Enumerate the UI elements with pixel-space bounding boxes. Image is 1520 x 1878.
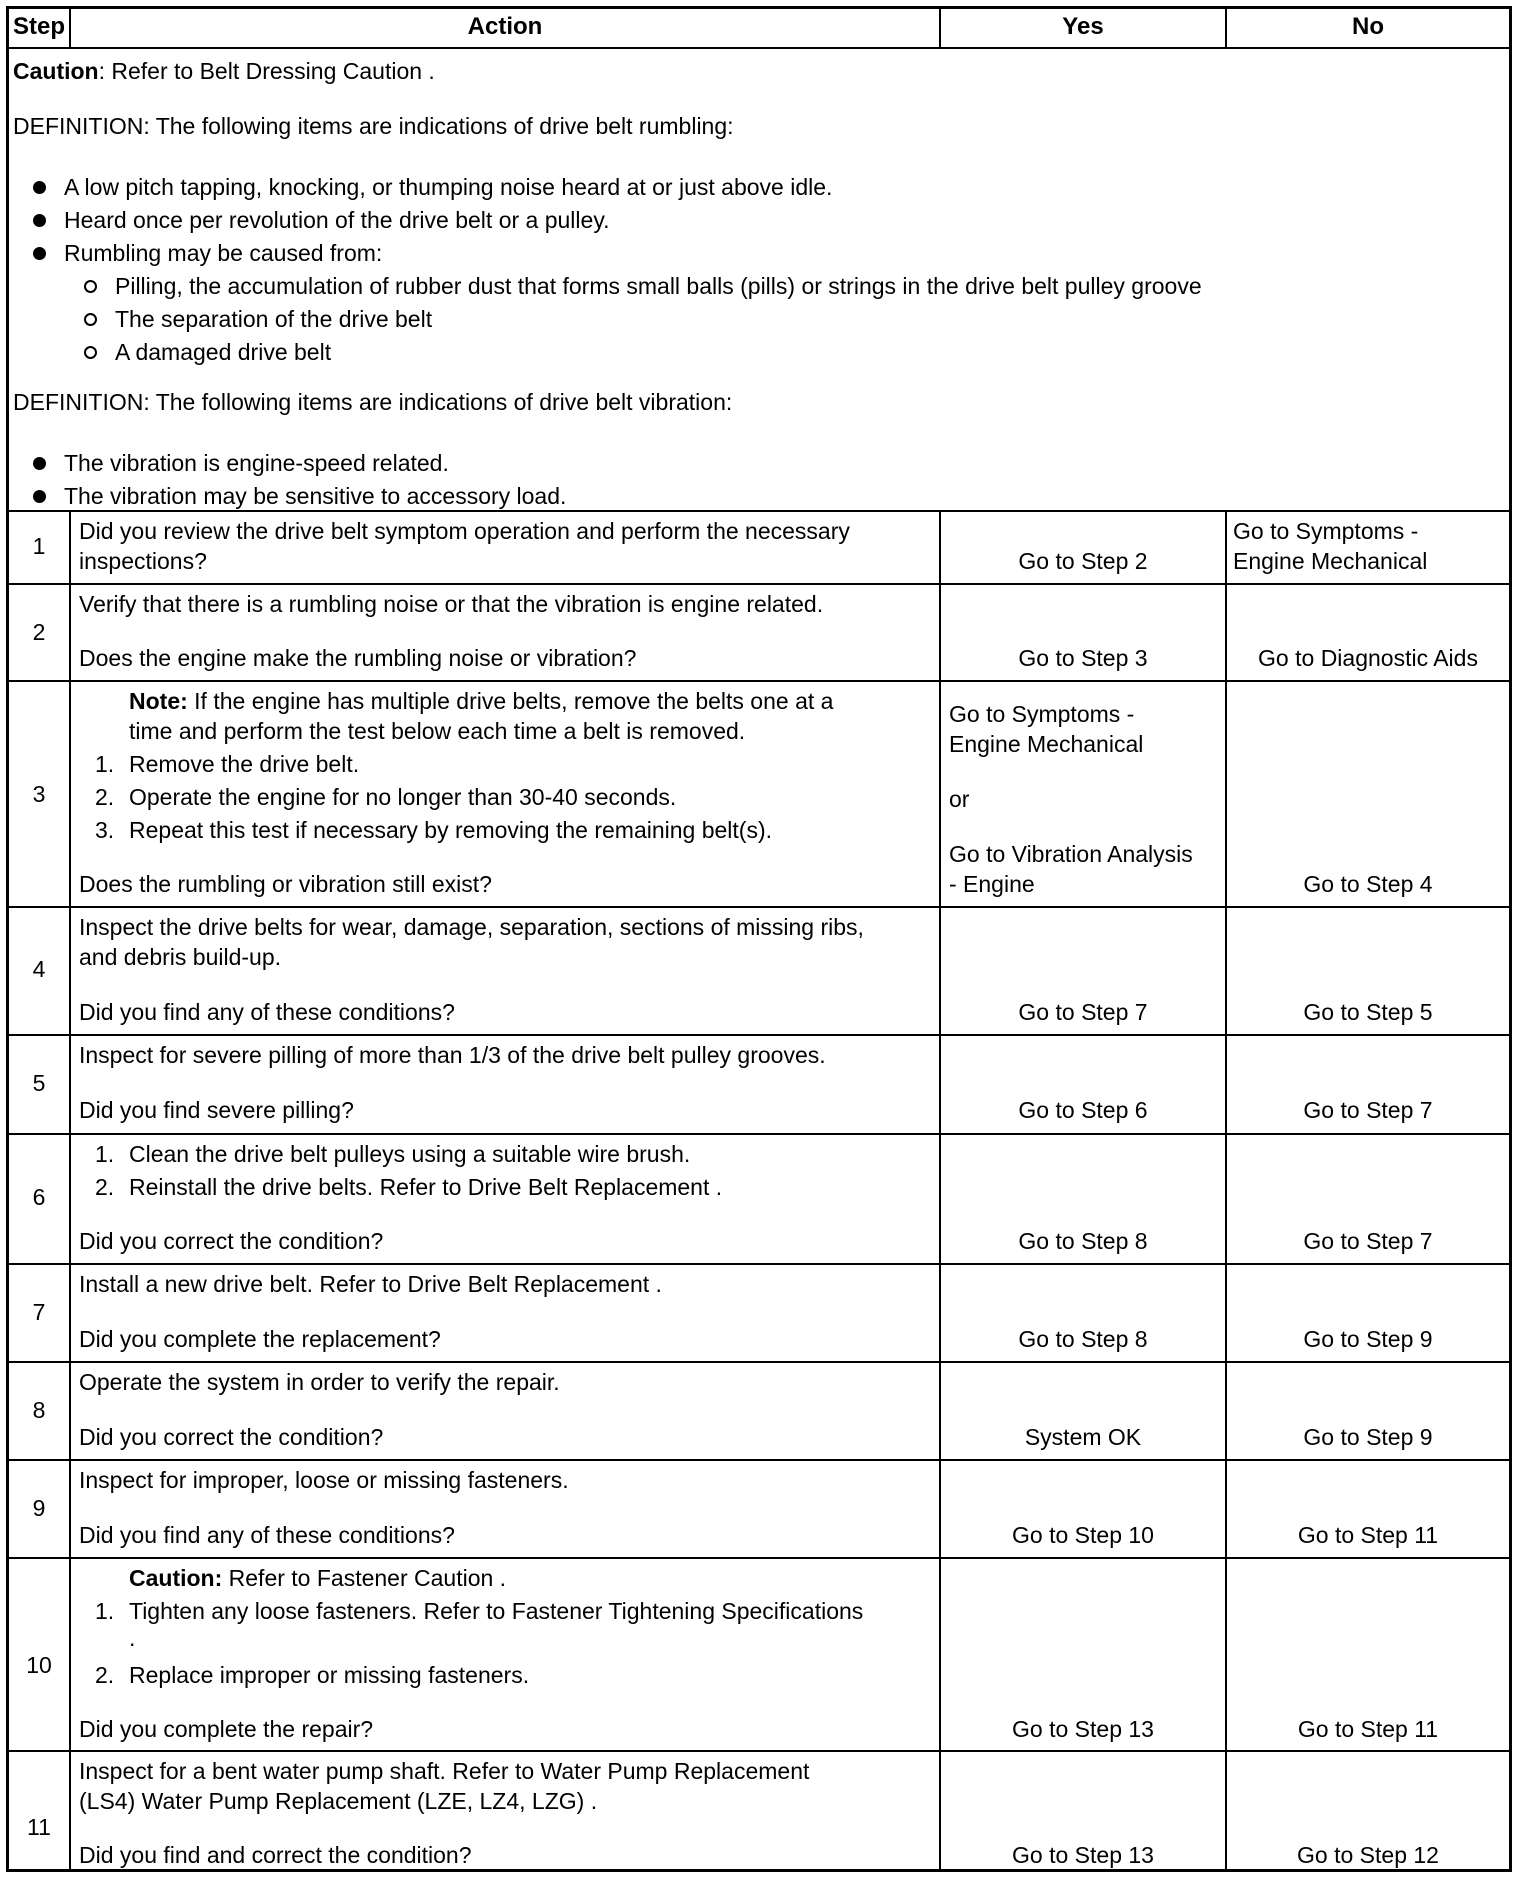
no-result: Go to Step 7 (1303, 1097, 1433, 1123)
bullet-icon (33, 490, 46, 503)
diagnostic-table (6, 6, 1512, 1872)
rumbling-sub-item: The separation of the drive belt (115, 306, 433, 332)
rumbling-sub-item: Pilling, the accumulation of rubber dust that forms small balls (pills) or strings in the drive belt pulley groove (115, 273, 1202, 299)
caution-label: Caution: (129, 1565, 223, 1591)
header-action: Action (467, 13, 543, 40)
step-number: 9 (32, 1495, 46, 1521)
definition-rumbling: DEFINITION: The following items are indications of drive belt rumbling: (13, 113, 734, 139)
note-line (129, 686, 833, 716)
list-item: Tighten any loose fasteners. Refer to Fastener Tightening Specifications (129, 1598, 864, 1624)
step-action: Inspect for severe pilling of more than 1/3 of the drive belt pulley grooves. (79, 1042, 826, 1068)
list-item: Remove the drive belt. (129, 751, 360, 777)
step-number: 7 (32, 1299, 46, 1325)
header-yes: Yes (1062, 13, 1104, 40)
bullet-icon (33, 214, 46, 227)
vibration-bullet: The vibration is engine-speed related. (64, 450, 449, 476)
caution-text: Refer to Fastener Caution . (228, 1565, 507, 1591)
list-number: 2. (95, 784, 115, 810)
caution-label: Caution (13, 58, 99, 84)
rumbling-sub-item: A damaged drive belt (115, 339, 332, 365)
step-question: Does the rumbling or vibration still exist? (79, 871, 492, 897)
rumbling-bullet: A low pitch tapping, knocking, or thumping noise heard at or just above idle. (64, 174, 833, 200)
step-question: Did you complete the replacement? (79, 1326, 441, 1352)
sub-bullet-icon (84, 313, 97, 326)
header-step: Step (12, 13, 65, 40)
step-action: inspections? (79, 548, 207, 574)
no-result: Go to Step 7 (1303, 1228, 1433, 1254)
step-action: (LS4) Water Pump Replacement (LZE, LZ4, LZG) . (79, 1788, 598, 1814)
row-divider (9, 1750, 1509, 1752)
note-text: time and perform the test below each time a belt is removed. (129, 718, 746, 744)
bullet-icon (33, 457, 46, 470)
yes-result: Go to Step 13 (1012, 1716, 1154, 1742)
list-item: Reinstall the drive belts. Refer to Drive Belt Replacement . (129, 1174, 723, 1200)
definition-vibration: DEFINITION: The following items are indications of drive belt vibration: (13, 389, 733, 415)
yes-result: Go to Step 2 (1018, 548, 1148, 574)
list-number: 3. (95, 817, 115, 843)
no-result: Go to Diagnostic Aids (1258, 645, 1478, 671)
step-number: 8 (32, 1397, 46, 1423)
rumbling-bullet: Rumbling may be caused from: (64, 240, 383, 266)
no-result: Go to Symptoms - (1233, 518, 1419, 544)
list-number: 2. (95, 1662, 115, 1688)
step-action: Install a new drive belt. Refer to Drive Belt Replacement . (79, 1271, 662, 1297)
row-divider (9, 680, 1509, 682)
yes-result: or (949, 786, 970, 812)
step-question: Does the engine make the rumbling noise or vibration? (79, 645, 637, 671)
note-label: Note: (129, 688, 188, 714)
bullet-icon (33, 181, 46, 194)
step-number: 2 (32, 619, 46, 645)
yes-result: Go to Step 6 (1018, 1097, 1148, 1123)
note-text: If the engine has multiple drive belts, remove the belts one at a (194, 688, 834, 714)
no-result: Go to Step 11 (1297, 1716, 1439, 1742)
step-action: Verify that there is a rumbling noise or that the vibration is engine related. (79, 591, 824, 617)
row-divider (9, 1557, 1509, 1559)
step-question: Did you find any of these conditions? (79, 1522, 455, 1548)
row-divider (9, 583, 1509, 585)
no-result: Go to Step 12 (1297, 1842, 1439, 1868)
caution-text: : Refer to Belt Dressing Caution . (98, 58, 435, 84)
row-divider (9, 1263, 1509, 1265)
no-result: Go to Step 9 (1303, 1424, 1433, 1450)
yes-result: System OK (1024, 1424, 1142, 1450)
row-divider (9, 1361, 1509, 1363)
column-divider (939, 510, 941, 1872)
step-question: Did you correct the condition? (79, 1424, 384, 1450)
no-result: Go to Step 9 (1303, 1326, 1433, 1352)
list-number: 1. (95, 1598, 115, 1624)
step-number: 3 (32, 781, 46, 807)
yes-result: Go to Step 3 (1018, 645, 1148, 671)
yes-result: Go to Step 8 (1018, 1228, 1148, 1254)
rumbling-bullet: Heard once per revolution of the drive belt or a pulley. (64, 207, 610, 233)
list-number: 2. (95, 1174, 115, 1200)
yes-result: Engine Mechanical (949, 731, 1144, 757)
row-divider (9, 906, 1509, 908)
row-divider (9, 1034, 1509, 1036)
list-item: Clean the drive belt pulleys using a suitable wire brush. (129, 1141, 691, 1167)
bullet-icon (33, 247, 46, 260)
sub-bullet-icon (84, 280, 97, 293)
no-result: Go to Step 5 (1303, 999, 1433, 1025)
step-number: 6 (32, 1184, 46, 1210)
no-result: Go to Step 11 (1297, 1522, 1439, 1548)
list-item-wrap: . (129, 1625, 136, 1651)
step-number: 10 (26, 1652, 52, 1678)
row-divider (9, 1133, 1509, 1135)
column-divider (1225, 510, 1227, 1872)
step-number: 1 (32, 533, 46, 559)
no-result: Go to Step 4 (1303, 871, 1433, 897)
step-question: Did you find and correct the condition? (79, 1842, 472, 1868)
yes-result: Go to Step 13 (1012, 1842, 1154, 1868)
yes-result: Go to Vibration Analysis (949, 841, 1193, 867)
vibration-bullet: The vibration may be sensitive to accessory load. (64, 483, 567, 509)
step-action: Inspect for improper, loose or missing fasteners. (79, 1467, 569, 1493)
step-question: Did you correct the condition? (79, 1228, 384, 1254)
step-action: Inspect the drive belts for wear, damage, separation, sections of missing ribs, (79, 914, 864, 940)
yes-result: Go to Step 10 (1012, 1522, 1154, 1548)
yes-result: Go to Step 8 (1018, 1326, 1148, 1352)
list-number: 1. (95, 751, 115, 777)
row-divider (9, 1459, 1509, 1461)
caution-line (129, 1563, 506, 1593)
sub-bullet-icon (84, 346, 97, 359)
list-item: Replace improper or missing fasteners. (129, 1662, 530, 1688)
step-action: Did you review the drive belt symptom operation and perform the necessary (79, 518, 850, 544)
column-divider (69, 510, 71, 1872)
step-question: Did you find severe pilling? (79, 1097, 354, 1123)
yes-result: - Engine (949, 871, 1035, 897)
step-number: 11 (27, 1814, 51, 1840)
caution-line (13, 56, 435, 86)
step-action: Inspect for a bent water pump shaft. Refer to Water Pump Replacement (79, 1758, 810, 1784)
list-item: Operate the engine for no longer than 30-40 seconds. (129, 784, 677, 810)
step-number: 5 (32, 1070, 46, 1096)
yes-result: Go to Step 7 (1018, 999, 1148, 1025)
step-question: Did you complete the repair? (79, 1716, 374, 1742)
header-no: No (1352, 13, 1384, 40)
step-action: Operate the system in order to verify the repair. (79, 1369, 560, 1395)
step-action: and debris build-up. (79, 944, 282, 970)
step-number: 4 (32, 956, 46, 982)
list-number: 1. (95, 1141, 115, 1167)
list-item: Repeat this test if necessary by removing the remaining belt(s). (129, 817, 773, 843)
no-result: Engine Mechanical (1233, 548, 1428, 574)
yes-result: Go to Symptoms - (949, 701, 1135, 727)
step-question: Did you find any of these conditions? (79, 999, 455, 1025)
row-divider (9, 47, 1509, 49)
